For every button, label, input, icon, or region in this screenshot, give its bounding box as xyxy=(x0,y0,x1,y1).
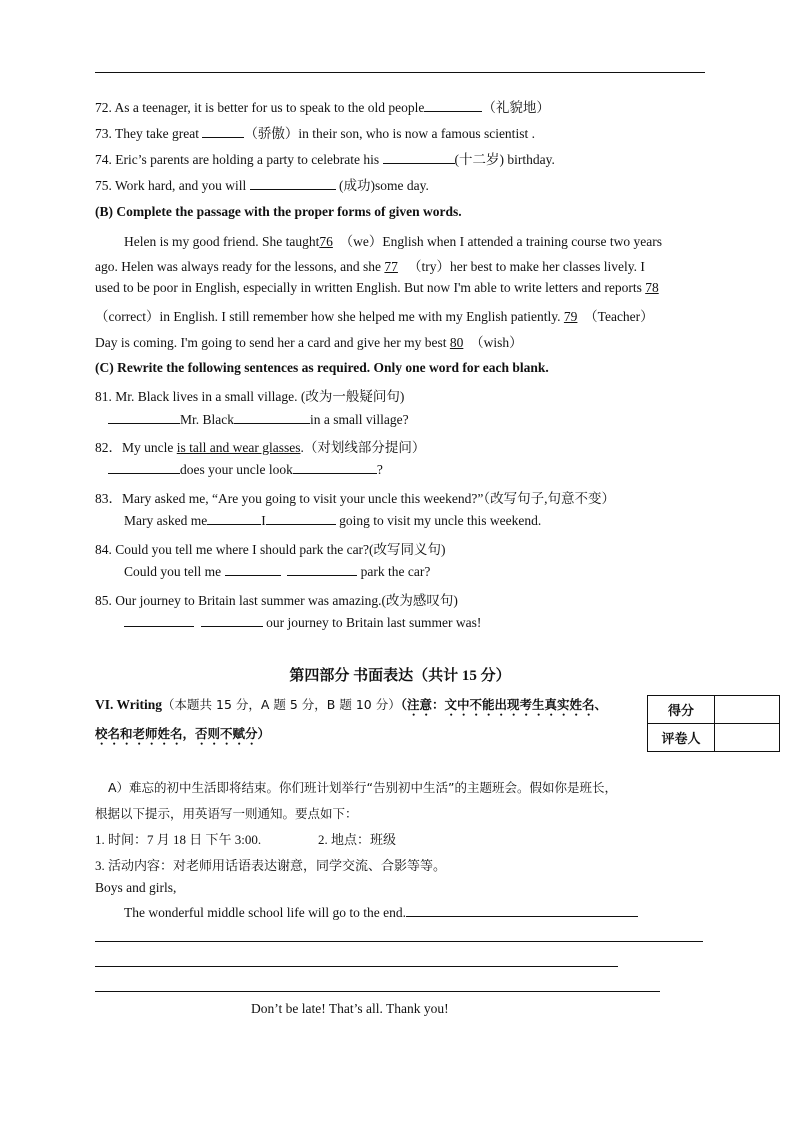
task-a-point-1: 1. 时间：7 月 18 日 下午 3:00. xyxy=(95,832,262,847)
answer-blank-85a[interactable] xyxy=(124,614,194,627)
writing-line-3[interactable] xyxy=(95,966,618,967)
header-rule xyxy=(95,72,705,73)
passage-line-5: Day is coming. I'm going to send her a card and give her my best 80 （wish） xyxy=(95,335,523,350)
writing-note: （注意：文中不能出现考生真实姓名、 xyxy=(400,697,607,712)
grader-label: 评卷人 xyxy=(648,724,715,752)
question-84: 84. Could you tell me where I should park the car?(改写同义句) xyxy=(95,542,446,557)
answer-blank-84a[interactable] xyxy=(225,563,281,576)
answer-blank-83b[interactable] xyxy=(266,512,336,525)
answer-blank-73[interactable] xyxy=(202,125,244,138)
writing-line-4[interactable] xyxy=(95,991,660,992)
answer-blank-74[interactable] xyxy=(383,151,455,164)
part-four-title: 第四部分 书面表达（共计 15 分） xyxy=(289,668,511,684)
question-73: 73. They take great （骄傲）in their son, who is now a famous scientist . xyxy=(95,126,535,141)
answer-79[interactable]: 79 xyxy=(563,309,578,324)
underlined-phrase: is tall and wear glasses xyxy=(176,440,301,455)
writing-instructions-line-1: VI. Writing（本题共 15 分，A 题 5 分，B 题 10 分）（注意：文中不能出现考生真实姓名、 xyxy=(95,697,607,712)
answer-80[interactable]: 80 xyxy=(449,335,464,350)
answer-blank-75[interactable] xyxy=(250,177,336,190)
question-85: 85. Our journey to Britain last summer was amazing.(改为感叹句) xyxy=(95,593,458,608)
answer-line-81: Mr. Black in a small village? xyxy=(108,411,409,428)
answer-blank-84b[interactable] xyxy=(287,563,357,576)
question-74: 74. Eric’s parents are holding a party to celebrate his (十二岁) birthday. xyxy=(95,152,555,167)
answer-line-85: our journey to Britain last summer was! xyxy=(124,614,481,631)
grader-cell xyxy=(715,724,780,752)
score-label: 得分 xyxy=(648,696,715,724)
question-75: 75. Work hard, and you will (成功)some day. xyxy=(95,178,429,193)
answer-blank-83a[interactable] xyxy=(207,512,261,525)
notice-opening-line: The wonderful middle school life will go to the end. xyxy=(124,904,638,921)
task-a-point-3: 3. 活动内容：对老师用话语表达谢意，同学交流、合影等等。 xyxy=(95,858,447,873)
answer-76[interactable]: 76 xyxy=(319,234,333,249)
answer-blank-82b[interactable] xyxy=(293,461,377,474)
answer-line-83: Mary asked me I going to visit my uncle this weekend. xyxy=(124,513,542,528)
task-a-point-2: 2. 地点：班级 xyxy=(318,832,397,847)
passage-line-2: ago. Helen was always ready for the lessons, and she 77 （try）her best to make her classes lively. I xyxy=(95,259,645,274)
question-72: 72. As a teenager, it is better for us to speak to the old people （礼貌地） xyxy=(95,100,550,115)
passage-line-3: used to be poor in English, especially in written English. But now I'm able to write letters and reports 78 xyxy=(95,280,659,295)
writing-blank-1[interactable] xyxy=(406,904,638,917)
answer-blank-82a[interactable] xyxy=(108,461,180,474)
passage-line-4: （correct）in English. I still remember how she helped me with my English patiently. 79 （Teacher） xyxy=(95,309,654,324)
score-table xyxy=(647,695,780,752)
notice-closing: Don’t be late! That’s all. Thank you! xyxy=(251,1001,449,1016)
part-b-heading: (B) Complete the passage with the proper forms of given words. xyxy=(95,204,462,219)
answer-line-82: does your uncle look ? xyxy=(108,461,383,478)
question-81: 81. Mr. Black lives in a small village. (改为一般疑问句) xyxy=(95,389,405,404)
question-83: 83．Mary asked me, “Are you going to visit your uncle this weekend?”（改写句子,句意不变） xyxy=(95,491,616,506)
notice-greeting: Boys and girls, xyxy=(95,880,177,895)
answer-blank-81a[interactable] xyxy=(108,411,180,424)
answer-blank-72[interactable] xyxy=(424,99,482,112)
passage-line-1: Helen is my good friend. She taught76 （we）English when I attended a training course two years xyxy=(124,234,662,249)
answer-blank-81b[interactable] xyxy=(234,411,310,424)
answer-line-84: Could you tell me park the car? xyxy=(124,564,431,579)
writing-line-2[interactable] xyxy=(95,941,703,942)
writing-note-line-2: 校名和老师姓名，否则不赋分） xyxy=(95,726,271,741)
answer-78[interactable]: 78 xyxy=(645,280,659,295)
answer-blank-85b[interactable] xyxy=(201,614,263,627)
part-c-heading: (C) Rewrite the following sentences as required. Only one word for each blank. xyxy=(95,360,549,375)
task-a-line-2: 根据以下提示，用英语写一则通知。要点如下： xyxy=(95,806,358,821)
score-cell xyxy=(715,696,780,724)
task-a-line-1: A）难忘的初中生活即将结束。你们班计划举行“告别初中生活”的主题班会。假如你是班长， xyxy=(108,780,618,795)
answer-77[interactable]: 77 xyxy=(384,259,398,274)
question-82: 82．My uncle is tall and wear glasses.（对划线部分提问） xyxy=(95,440,426,455)
